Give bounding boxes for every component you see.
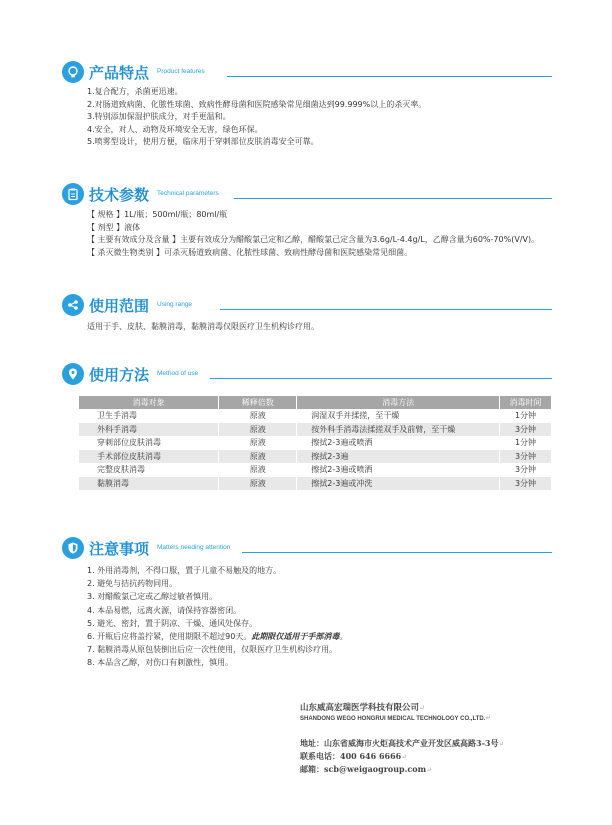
range-title: 使用范围 — [89, 297, 150, 315]
method-subtitle: Method of use — [157, 370, 199, 377]
tech-item-text: 液体 — [124, 222, 141, 232]
tech-divider — [234, 198, 552, 199]
features-item: 5.喷雾型设计，使用方便，临床用于穿刺部位皮肤消毒安全可靠。 — [87, 137, 319, 147]
features-header — [62, 61, 552, 85]
table-cell-dilution: 原液 — [219, 436, 297, 450]
tech-item-text: 可杀灭肠道致病菌、化脓性球菌、致病性酵母菌和医院感染常见细菌。 — [164, 247, 413, 257]
tech-item-ingredients — [87, 234, 539, 247]
tech-item-label: 【 剂型 】 — [87, 222, 125, 232]
lightbulb-icon — [62, 61, 84, 83]
table-header-cell: 消毒时间 — [500, 396, 552, 409]
table-cell-dilution: 原液 — [219, 409, 297, 423]
table-header-row — [79, 396, 552, 409]
table-cell-method: 擦拭2-3遍或喷洒 — [297, 463, 500, 477]
features-item: 4.安全，对人、动物及环境安全无害，绿色环保。 — [87, 124, 263, 134]
notes-item: 1. 外用消毒剂，不得口服，置于儿童不易触及的地方。 — [87, 566, 282, 575]
address-text: 地址：山东省威海市火炬高技术产业开发区威高路3-3号 — [300, 738, 499, 748]
tech-title: 技术参数 — [89, 186, 150, 204]
table-cell-method: 润湿双手并揉搓，至干燥 — [297, 409, 500, 423]
range-header — [62, 294, 552, 318]
table-cell-time: 3分钟 — [500, 423, 552, 437]
tech-item-spec — [87, 209, 539, 222]
footer-address — [300, 738, 504, 749]
notes-section — [62, 537, 552, 668]
table-cell-target: 手术部位皮肤消毒 — [79, 450, 219, 464]
notes-subtitle: Matters needing attention — [157, 544, 231, 551]
features-item: 1.复合配方，杀菌更迅速。 — [87, 87, 183, 96]
table-cell-dilution: 原液 — [219, 477, 297, 491]
features-divider — [227, 76, 552, 77]
paragraph-mark-icon: ↵ — [419, 704, 425, 712]
table-row — [79, 423, 552, 437]
method-divider — [210, 378, 552, 379]
notes-item — [87, 630, 347, 643]
notes-divider — [242, 552, 552, 553]
notes-item-6-end: 。 — [339, 632, 348, 642]
tech-item-text: 主要有效成分为醋酸氯己定和乙醇，醋酸氯己定含量为3.6g/L-4.4g/L，乙醇含量为60%-70%(V/V)。 — [180, 235, 540, 245]
notes-item-6-text: 6. 开瓶后应将盖拧紧，使用期限不超过90天。 — [87, 632, 252, 642]
notes-item: 4. 本品易燃，远离火源，请保持容器密闭。 — [87, 605, 242, 615]
notes-header — [62, 537, 552, 561]
company-name-cn: 山东威高宏瑞医学科技有限公司 — [300, 703, 420, 713]
notes-item: 5. 避光、密封，置于阴凉、干燥、通风处保存。 — [87, 618, 258, 628]
location-pin-icon — [62, 363, 84, 385]
table-cell-target: 黏膜消毒 — [79, 477, 219, 491]
tech-item-label: 【 规格 】 — [87, 210, 125, 219]
table-cell-time: 1分钟 — [500, 409, 552, 423]
method-table — [79, 396, 552, 490]
method-title: 使用方法 — [89, 366, 150, 384]
table-row — [79, 463, 552, 477]
table-header-cell: 稀释倍数 — [219, 396, 297, 409]
features-title: 产品特点 — [89, 64, 150, 82]
table-cell-target: 穿刺部位皮肤消毒 — [79, 436, 219, 450]
tech-item-label: 【 杀灭微生物类别 】 — [87, 247, 165, 257]
table-cell-dilution: 原液 — [219, 463, 297, 477]
footer-company-en — [300, 714, 491, 722]
notes-item: 3. 对醋酸氯己定或乙醇过敏者慎用。 — [87, 592, 218, 602]
table-cell-method: 擦拭2-3遍或喷洒 — [297, 436, 500, 450]
tech-item-microbes — [87, 247, 539, 260]
table-cell-method: 按外科手消毒法揉搓双手及前臂，至干燥 — [297, 423, 500, 437]
email-text: 邮箱：scb@weigaogroup.com — [300, 764, 427, 774]
notes-item: 7. 黏膜消毒从原包装倒出后应一次性使用，仅限医疗卫生机构诊疗用。 — [87, 645, 338, 655]
shield-icon — [62, 537, 84, 559]
tech-list — [87, 209, 539, 259]
features-item: 3.特别添加保湿护肤成分，对手更温和。 — [87, 112, 231, 122]
range-section — [62, 294, 552, 331]
table-row — [79, 450, 552, 464]
tech-item-form — [87, 222, 539, 235]
company-name-en: SHANDONG WEGO HONGRUI MEDICAL TECHNOLOGY CO.,LTD. — [300, 716, 486, 722]
features-subtitle: Product features — [157, 68, 205, 75]
table-cell-target: 完整皮肤消毒 — [79, 463, 219, 477]
table-cell-time: 3分钟 — [500, 463, 552, 477]
range-divider — [220, 309, 552, 310]
tech-item-text: 1L/瓶；500ml/瓶；80ml/瓶 — [124, 210, 228, 219]
tech-section — [62, 183, 552, 257]
table-row — [79, 477, 552, 491]
phone-text: 联系电话：400 646 6666 — [300, 751, 402, 761]
notes-item-6-emphasis: 此期限仅适用于手部消毒 — [251, 632, 340, 642]
features-list — [87, 86, 426, 149]
range-subtitle: Using range — [157, 301, 193, 308]
method-section — [62, 363, 552, 387]
tech-subtitle: Technical parameters — [157, 190, 219, 197]
table-cell-time: 3分钟 — [500, 450, 552, 464]
table-cell-target: 卫生手消毒 — [79, 409, 219, 423]
paragraph-mark-icon: ↵ — [401, 753, 408, 761]
features-section — [62, 61, 552, 147]
features-item: 2.对肠道致病菌、化脓性球菌、致病性酵母菌和医院感染常见细菌达到99.999%以上的杀灭率。 — [87, 99, 427, 109]
paragraph-mark-icon: ↵ — [485, 715, 492, 722]
table-cell-dilution: 原液 — [219, 423, 297, 437]
share-icon — [62, 294, 84, 316]
table-cell-time: 1分钟 — [500, 436, 552, 450]
notes-item: 2. 避免与拮抗药物同用。 — [87, 579, 178, 589]
range-text: 适用于手、皮肤、黏膜消毒，黏膜消毒仅限医疗卫生机构诊疗用。 — [87, 322, 319, 331]
range-text-wrap — [87, 321, 319, 334]
footer-phone — [300, 751, 407, 762]
table-cell-dilution: 原液 — [219, 450, 297, 464]
clipboard-icon — [62, 183, 84, 205]
notes-title: 注意事项 — [89, 540, 150, 558]
footer-company-cn — [300, 701, 425, 713]
footer-email — [300, 764, 432, 775]
table-cell-method: 擦拭2-3遍或冲洗 — [297, 477, 500, 491]
table-row — [79, 409, 552, 423]
tech-item-label: 【 主要有效成分及含量 】 — [87, 235, 181, 245]
table-cell-time: 3分钟 — [500, 477, 552, 491]
tech-header — [62, 183, 552, 207]
table-cell-method: 擦拭2-3遍 — [297, 450, 500, 464]
table-row — [79, 436, 552, 450]
table-header-cell: 消毒方法 — [297, 396, 500, 409]
table-header-cell: 消毒对象 — [79, 396, 219, 409]
paragraph-mark-icon: ↵ — [498, 740, 505, 748]
notes-item: 8. 本品含乙醇，对伤口有刺激性，慎用。 — [87, 658, 234, 668]
table-cell-target: 外科手消毒 — [79, 423, 219, 437]
paragraph-mark-icon: ↵ — [426, 766, 432, 774]
method-header — [62, 363, 552, 387]
notes-list — [87, 564, 347, 670]
